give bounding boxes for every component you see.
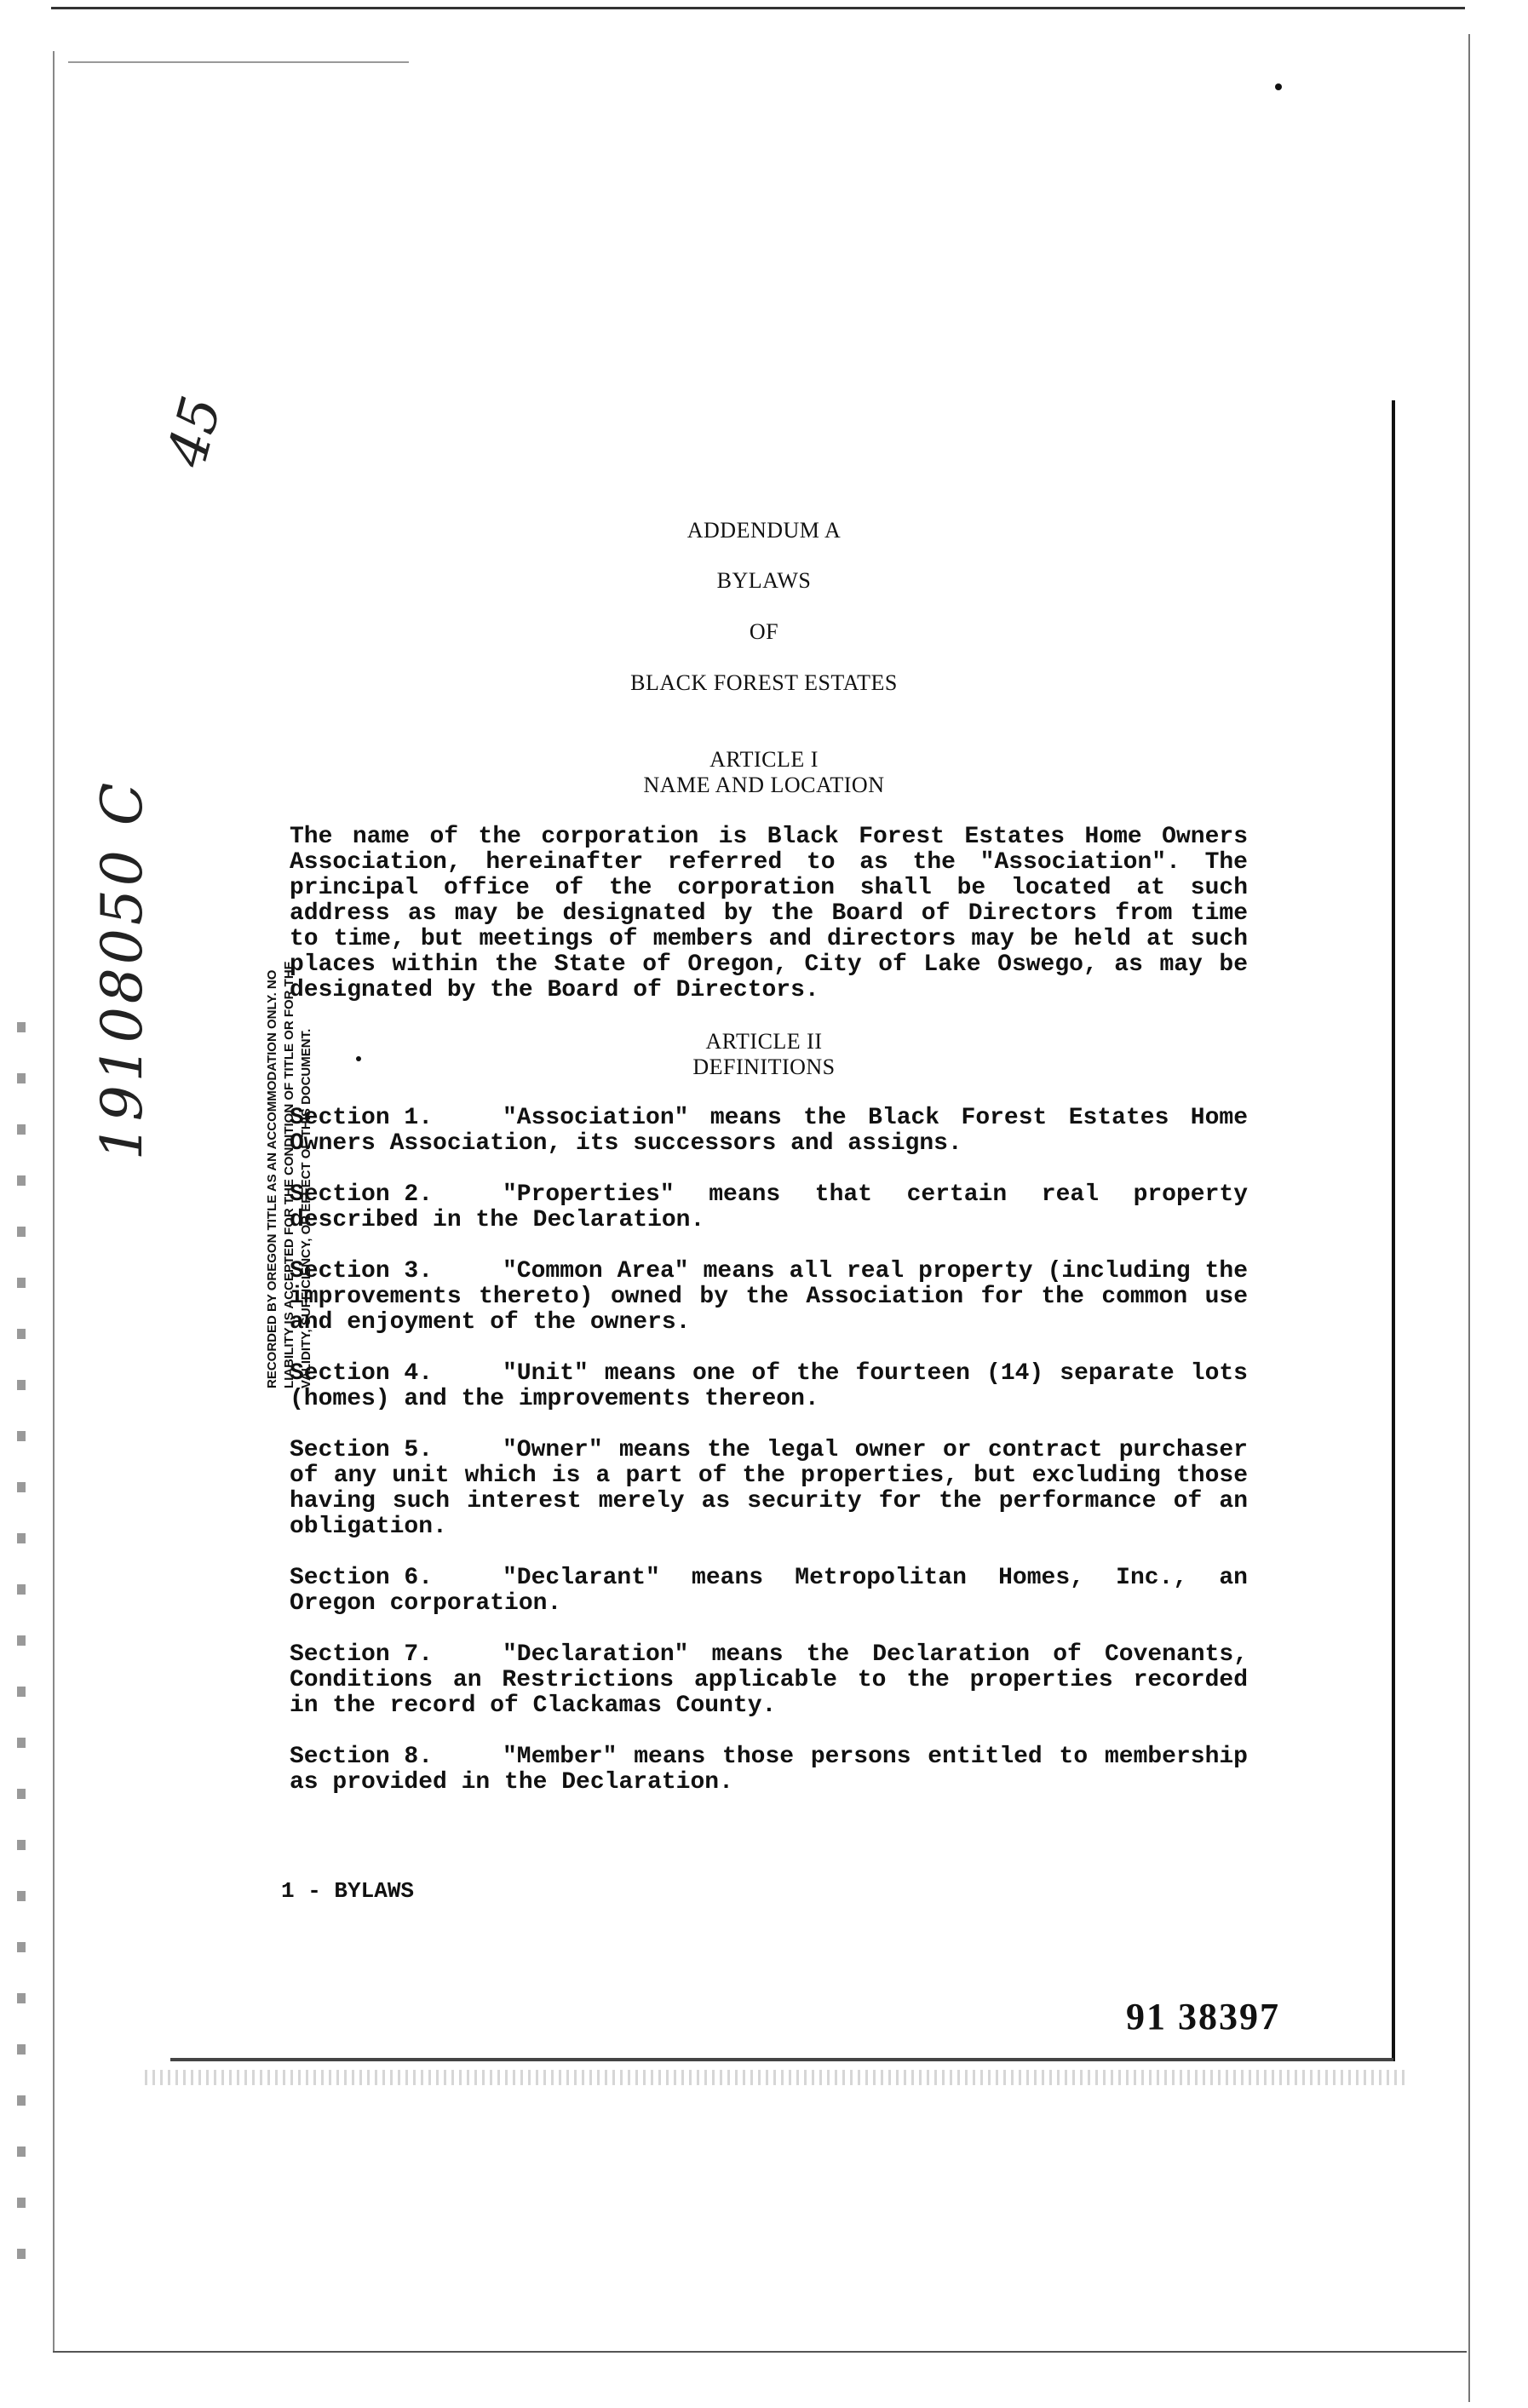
section-5 (290, 1438, 1248, 1540)
section-text: "Common Area" means all real property (including the improvements thereto) owned by the Association for the common use and enjoyment of the owners. (290, 1258, 1248, 1336)
section-text: "Association" means the Black Forest Estates Home Owners Association, its successors and assigns. (290, 1105, 1248, 1157)
section-7 (290, 1642, 1248, 1719)
estate-heading: BLACK FOREST ESTATES (630, 670, 898, 695)
section-label: Section 1. (290, 1105, 434, 1131)
section-text: "Unit" means one of the fourteen (14) separate lots (homes) and the improvements thereon. (290, 1360, 1248, 1412)
of-heading: OF (749, 619, 779, 644)
stamp-line: VALIDITY, SUFFICIENCY, OR EFFECT OF THIS DOCUMENT. (299, 1028, 313, 1388)
section-label: Section 6. (290, 1565, 434, 1591)
page-border-right (1392, 400, 1395, 2061)
section-4 (290, 1361, 1248, 1412)
scan-edge-right (1468, 34, 1470, 2402)
page-footer-label: 1 - BYLAWS (281, 1878, 415, 1904)
article-1-subtitle: NAME AND LOCATION (643, 773, 885, 797)
section-2 (290, 1182, 1248, 1233)
section-8 (290, 1744, 1248, 1796)
section-text: "Declaration" means the Declaration of Covenants, Conditions an Restrictions applicable to the properties recorded in the record of Clackamas County. (290, 1641, 1248, 1719)
section-1 (290, 1106, 1248, 1157)
scan-edge-bottom (53, 2351, 1467, 2353)
scan-edge-top-inner (68, 61, 409, 63)
bylaws-heading: BYLAWS (716, 568, 812, 593)
document-number: 91 38397 (1126, 1996, 1280, 2037)
scan-edge-left (53, 51, 55, 2351)
article-2-subtitle: DEFINITIONS (692, 1055, 836, 1079)
article-2-title: ARTICLE II (705, 1029, 823, 1054)
section-label: Section 4. (290, 1360, 434, 1387)
section-text: "Member" means those persons entitled to membership as provided in the Declaration. (290, 1744, 1248, 1796)
section-label: Section 8. (290, 1744, 434, 1770)
section-label: Section 5. (290, 1437, 434, 1463)
stamp-line: LIABILITY IS ACCEPTED FOR THE CONDITION OF TITLE OR FOR THE (282, 961, 296, 1388)
section-label: Section 7. (290, 1641, 434, 1668)
section-6 (290, 1566, 1248, 1617)
scan-speck (1275, 83, 1282, 90)
section-label: Section 3. (290, 1258, 434, 1284)
scan-noise-left (17, 1022, 26, 2300)
scan-noise-band (145, 2070, 1405, 2085)
section-text: "Owner" means the legal owner or contract purchaser of any unit which is a part of the properties, but excluding those having such interest merely as security for the performance of an obligation. (290, 1437, 1248, 1540)
section-text: "Properties" means that certain real property described in the Declaration. (290, 1181, 1248, 1233)
section-3 (290, 1259, 1248, 1336)
page-border-bottom (170, 2058, 1393, 2061)
handwritten-record-number: 19108050 C (89, 779, 156, 1161)
article-1-body: The name of the corporation is Black Forest Estates Home Owners Association, hereinafter referred to as the "Association". The principal office of the corporation shall be located at such address as may be designated by the Board of Directors from time to time, but meetings of members and directors may be held at such places within the State of Oregon, City of Lake Oswego, as may be designated by the Board of Directors. (290, 824, 1248, 1003)
stamp-line: RECORDED BY OREGON TITLE AS AN ACCOMMODATION ONLY. NO (265, 969, 279, 1388)
addendum-heading: ADDENDUM A (686, 518, 842, 543)
section-text: "Declarant" means Metropolitan Homes, Inc., an Oregon corporation. (290, 1565, 1248, 1617)
article-1-title: ARTICLE I (709, 747, 819, 772)
section-label: Section 2. (290, 1181, 434, 1208)
handwritten-page-number: 45 (155, 390, 234, 474)
scan-edge-top (51, 7, 1465, 9)
